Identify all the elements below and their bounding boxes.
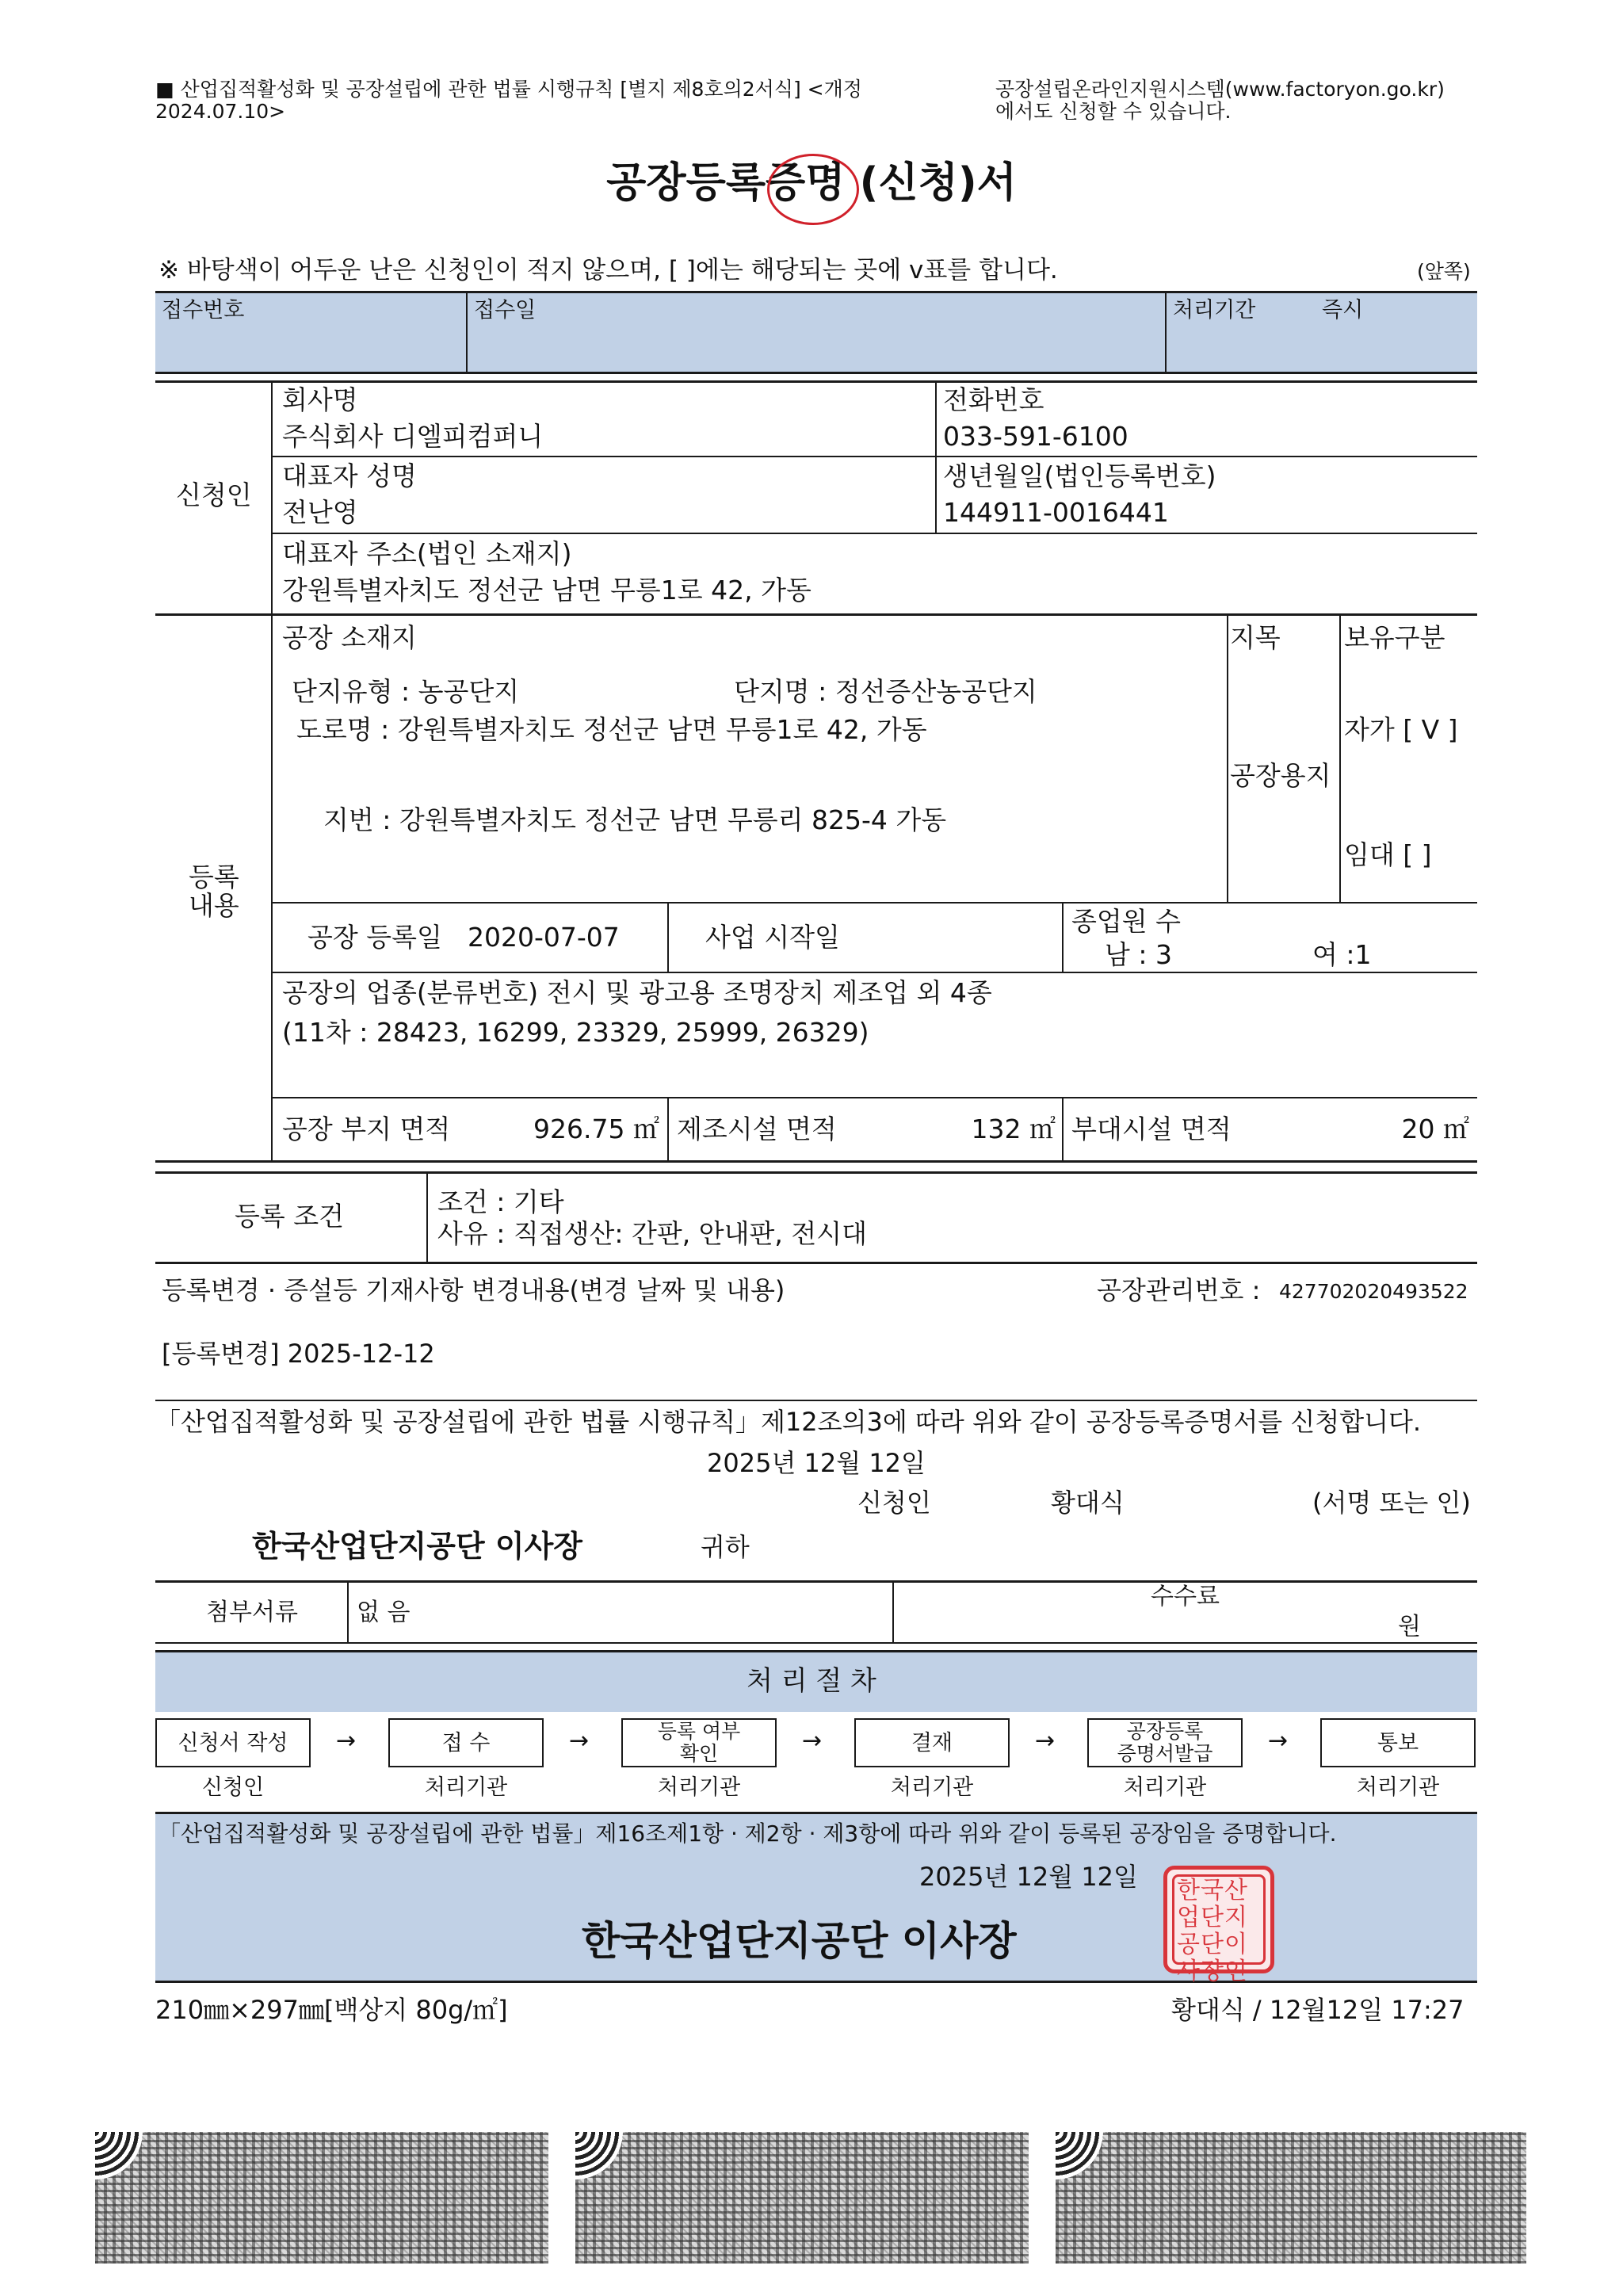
manufacturing-area-value: 132 ㎡ [971,1114,1056,1144]
recipient-name: 한국산업단지공단 이사장 [252,1529,583,1564]
procedure-step-2-label: 접 수 [441,1731,491,1755]
procedure-step-5-label2: 증명서발급 [1117,1742,1213,1765]
procedure-step-2-actor: 처리기관 [424,1775,508,1800]
ownership-lease: 임대 [ ] [1344,839,1432,870]
procedure-step-3-label2: 확인 [679,1742,719,1765]
procedure-step-6-label: 통보 [1377,1731,1419,1755]
auxiliary-area-value: 20 ㎡ [1401,1114,1469,1144]
lot-address: 지번 : 강원특별자치도 정선군 남면 무릉리 825-4 가동 [323,804,947,835]
ownership-own: 자가 [ V ] [1344,714,1458,745]
condition-label: 등록 조건 [235,1201,345,1232]
legal-basis: ■ 산업집적활성화 및 공장설립에 관한 법률 시행규칙 [별지 제8호의2서식] <개정 [155,78,862,101]
receipt-row [155,292,1477,372]
official-seal [1163,1866,1274,1985]
printed-by: 황대식 / 12월12일 17:27 [1171,1995,1465,2025]
declaration-text: 「산업집적활성화 및 공장설립에 관한 법률 시행규칙」제12조의3에 따라 위와 같이 공장등록증명서를 신청합니다. [155,1407,1422,1437]
manufacturing-area-label: 제조시설 면적 [677,1114,837,1144]
procedure-arrow-5: → [1268,1727,1289,1755]
employees-label: 종업원 수 [1071,906,1182,937]
representative-value: 전난영 [282,497,358,528]
industry-codes: (11차 : 28423, 16299, 23329, 25999, 26329) [282,1017,869,1048]
processing-period-value: 즉시 [1322,298,1364,323]
sign-placeholder: (서명 또는 인) [1312,1488,1471,1518]
business-start-label: 사업 시작일 [705,922,840,953]
ownership-label: 보유구분 [1344,622,1445,653]
certification-issuer: 한국산업단지공단 이사장 [582,1918,1017,1964]
land-category-label: 지목 [1230,622,1281,653]
registration-date-label: 공장 등록일 [307,922,442,953]
instruction-note: ※ 바탕색이 어두운 난은 신청인이 적지 않으며, [ ]에는 해당되는 곳에 v표를 합니다. [158,256,1058,285]
procedure-step-3-label: 등록 여부 [657,1720,741,1743]
employees-female: 여 :1 [1312,939,1372,970]
site-area-label: 공장 부지 면적 [282,1114,451,1144]
change-entry: [등록변경] 2025-12-12 [162,1339,435,1369]
address-label: 대표자 주소(법인 소재지) [282,538,572,569]
management-number-value: 427702020493522 [1279,1280,1468,1303]
employees-male: 남 : 3 [1105,939,1172,970]
applicant-sign-label: 신청인 [857,1488,931,1518]
company-name-value: 주식회사 디엘피컴퍼니 [282,421,544,452]
procedure-arrow-2: → [569,1727,590,1755]
page-title: 공장등록증명 (신청)서 [606,159,1017,207]
fee-label: 수수료 [1151,1583,1220,1610]
online-notice-line2: 에서도 신청할 수 있습니다. [995,100,1232,123]
procedure-step-5-actor: 처리기관 [1123,1775,1207,1800]
road-address: 도로명 : 강원특별자치도 정선군 남면 무릉1로 42, 가동 [296,714,927,745]
industry-line: 공장의 업종(분류번호) 전시 및 광고용 조명장치 제조업 외 4종 [282,977,992,1008]
phone-value: 033-591-6100 [943,421,1128,452]
management-number-label: 공장관리번호 : [1097,1275,1261,1305]
factory-location-label: 공장 소재지 [282,622,417,653]
changes-label: 등록변경 · 증설등 기재사항 변경내용(변경 날짜 및 내용) [162,1275,785,1305]
revision-date: 2024.07.10> [155,100,286,123]
red-circle-annotation [767,154,859,225]
applicant-section-label: 신청인 [176,479,252,510]
barcode-1 [95,2132,548,2264]
site-area-value: 926.75 ㎡ [533,1114,659,1144]
barcode-2 [575,2132,1029,2264]
certification-text: 「산업집적활성화 및 공장설립에 관한 법률」제16조제1항 · 제2항 · 제3항에 따라 위와 같이 등록된 공장임을 증명합니다. [158,1820,1337,1847]
procedure-arrow-1: → [336,1727,357,1755]
paper-spec: 210㎜×297㎜[백상지 80g/㎡] [155,1995,508,2025]
applicant-sign-name: 황대식 [1051,1488,1125,1518]
procedure-arrow-3: → [802,1727,823,1755]
condition-line2: 사유 : 직접생산: 간판, 안내판, 전시대 [437,1218,867,1249]
declaration-date: 2025년 12월 12일 [707,1448,926,1478]
barcode-3 [1056,2132,1526,2264]
registration-section-label-1: 등록 [189,861,239,892]
land-category-value: 공장용지 [1230,760,1331,791]
procedure-step-1-actor: 신청인 [201,1775,265,1800]
procedure-step-3-actor: 처리기관 [657,1775,741,1800]
online-notice-line1: 공장설립온라인지원시스템(www.factoryon.go.kr) [995,78,1445,101]
attachments-value: 없 음 [357,1599,411,1626]
phone-label: 전화번호 [943,384,1044,415]
receipt-date-label: 접수일 [474,298,537,323]
procedure-step-6-actor: 처리기관 [1356,1775,1440,1800]
auxiliary-area-label: 부대시설 면적 [1071,1114,1232,1144]
representative-label: 대표자 성명 [282,460,417,491]
front-side-label: (앞쪽) [1417,260,1471,283]
seal-text: 한국산업단지공단이사장인 [1177,1877,1248,1985]
attachments-label: 첨부서류 [206,1599,298,1626]
company-name-label: 회사명 [282,384,358,415]
procedure-step-5-label: 공장등록 [1126,1720,1204,1743]
birth-reg-value: 144911-0016441 [943,497,1169,528]
recipient-honorific: 귀하 [701,1532,750,1562]
complex-type: 단지유형 : 농공단지 [292,676,520,707]
receipt-number-label: 접수번호 [162,298,245,323]
procedure-step-1-label: 신청서 작성 [178,1731,288,1755]
certification-date: 2025년 12월 12일 [919,1862,1138,1892]
procedure-step-4-label: 결재 [911,1731,953,1755]
registration-section-label-2: 내용 [189,890,239,921]
complex-name: 단지명 : 정선증산농공단지 [734,676,1037,707]
procedure-arrow-4: → [1035,1727,1056,1755]
processing-period-label: 처리기간 [1173,298,1256,323]
birth-reg-label: 생년월일(법인등록번호) [943,460,1216,491]
fee-unit: 원 [1398,1613,1421,1641]
procedure-title: 처 리 절 차 [747,1665,876,1697]
condition-line1: 조건 : 기타 [437,1186,564,1217]
procedure-step-4-actor: 처리기관 [890,1775,974,1800]
address-value: 강원특별자치도 정선군 남면 무릉1로 42, 가동 [282,575,812,606]
registration-date-value: 2020-07-07 [468,922,620,953]
